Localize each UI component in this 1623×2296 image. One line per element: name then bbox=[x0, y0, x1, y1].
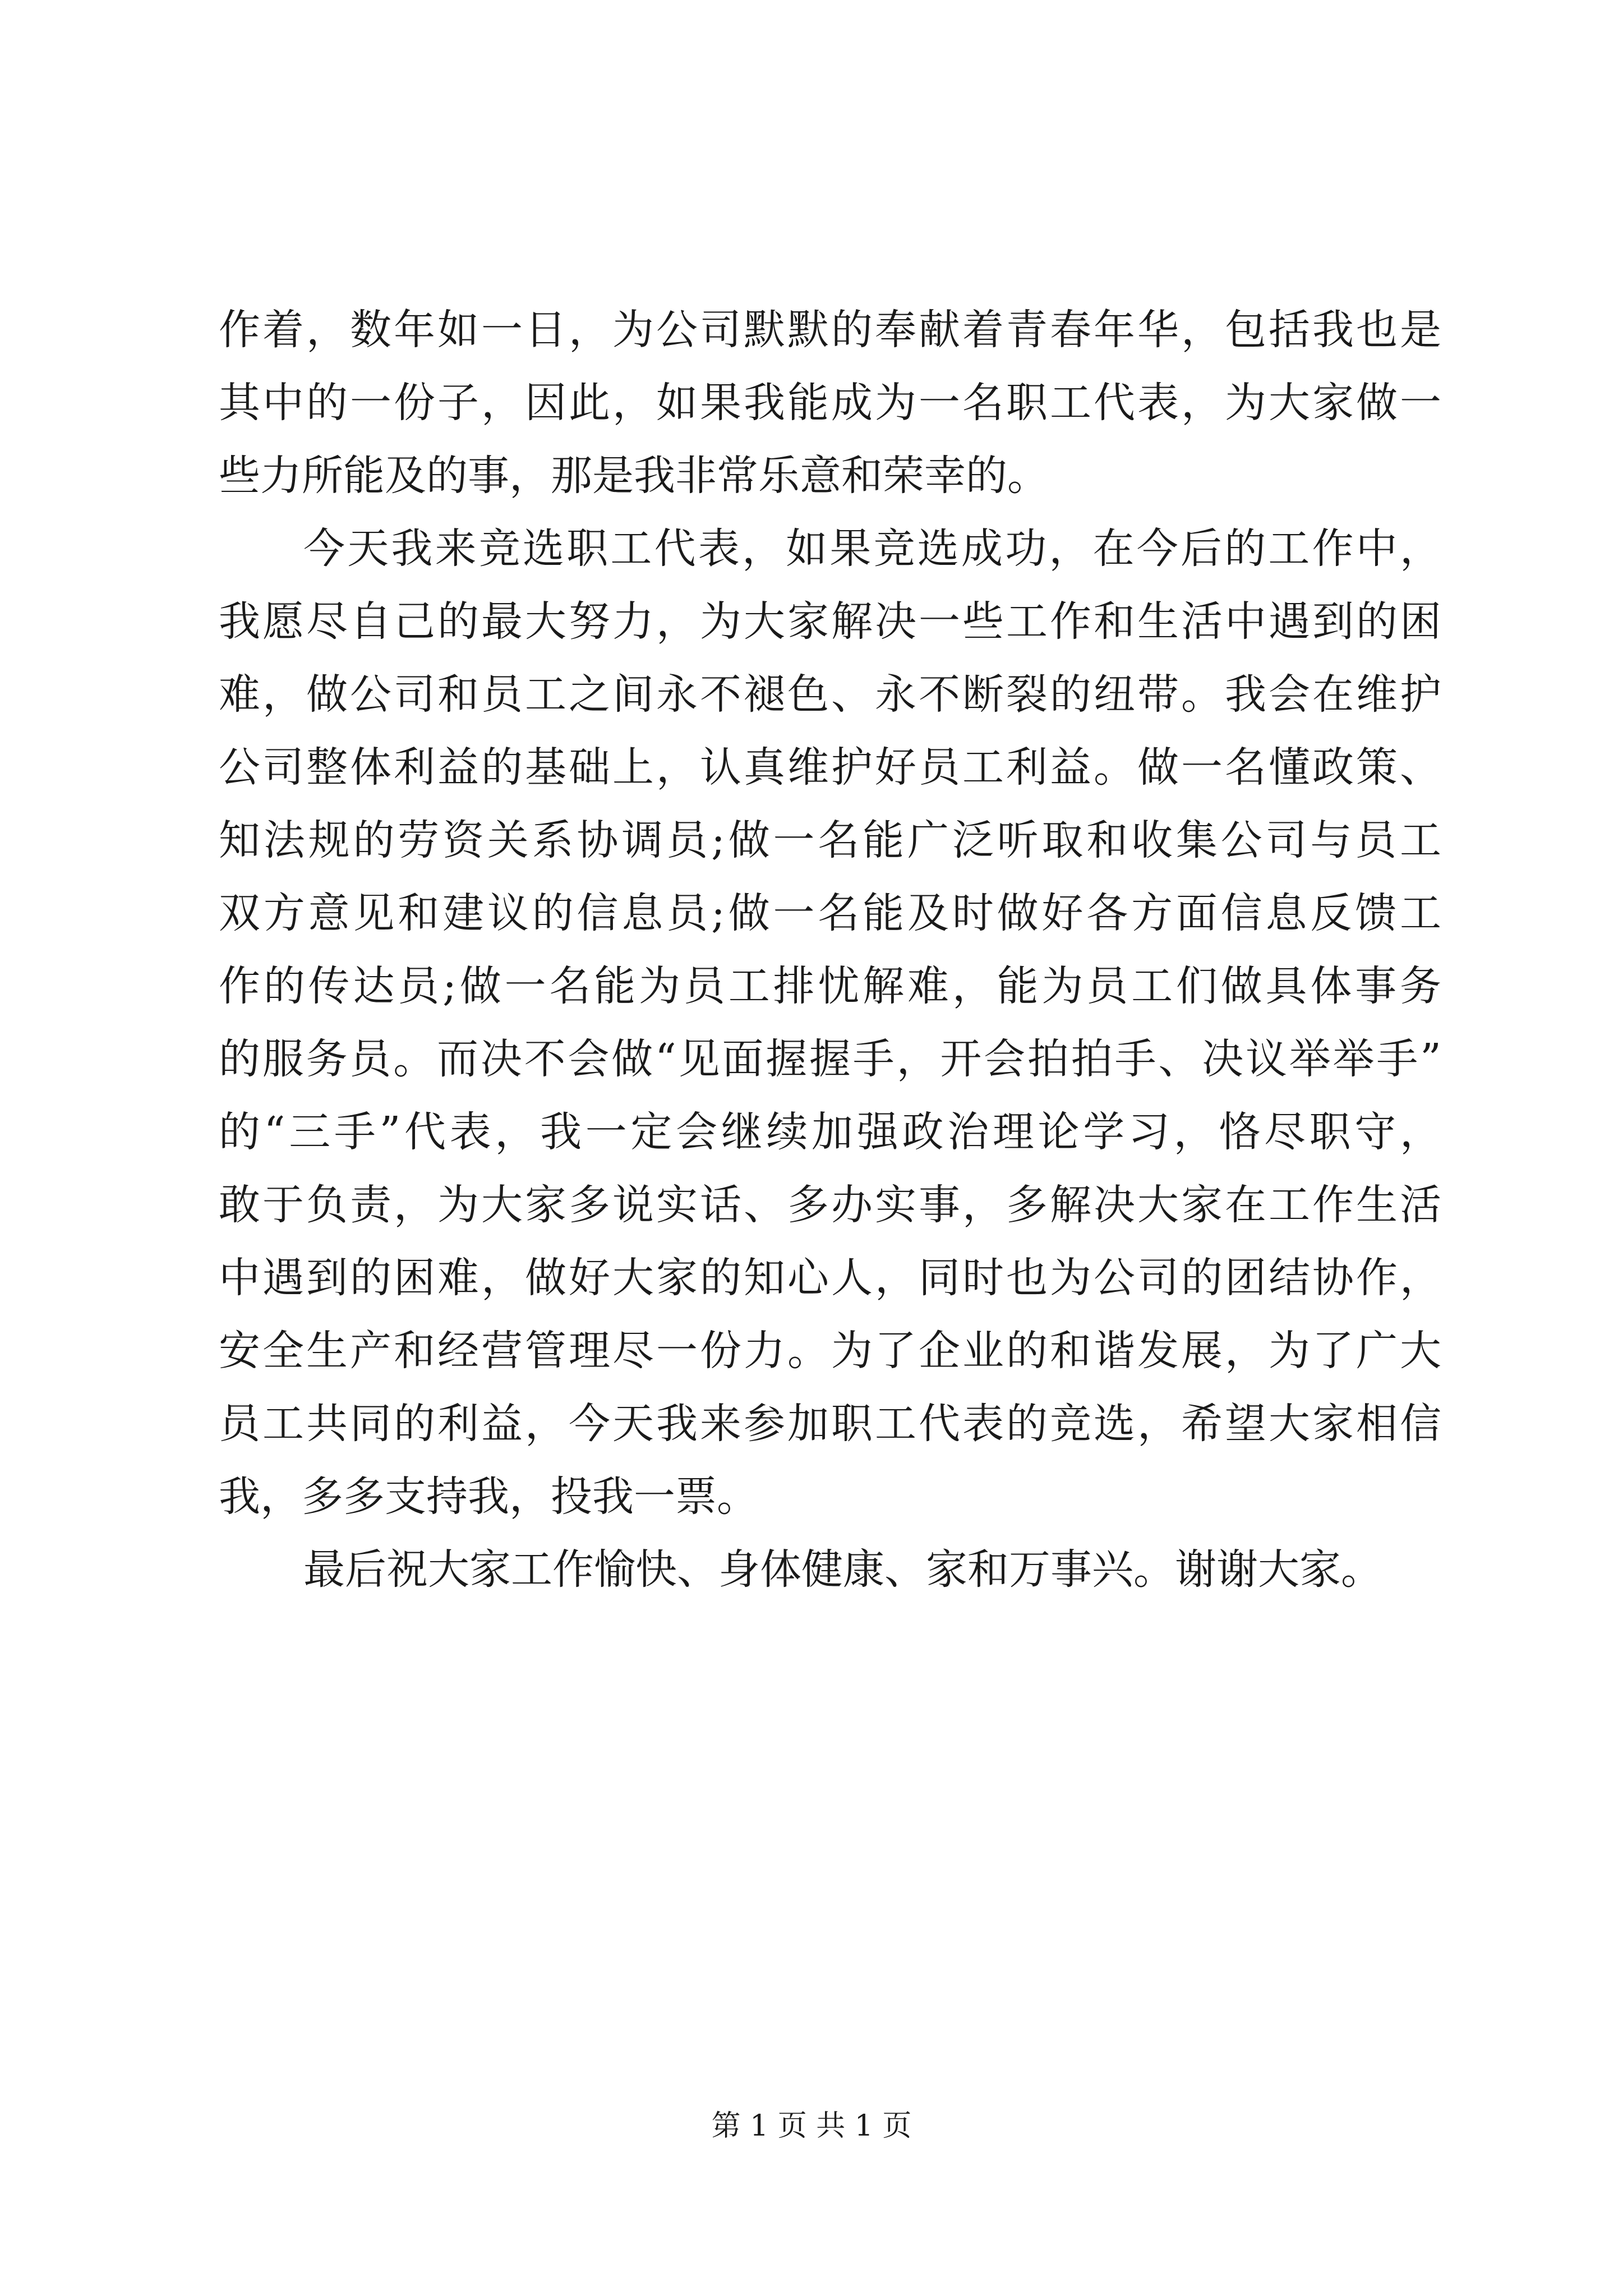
text-line: 作着，数年如一日，为公司默默的奉献着青春年华，包括我也是 bbox=[219, 306, 1441, 354]
text-line: 双方意见和建议的信息员;做一名能及时做好各方面信息反馈工 bbox=[219, 889, 1441, 937]
text-line: 知法规的劳资关系协调员;做一名能广泛听取和收集公司与员工 bbox=[219, 816, 1441, 864]
text-line: 难，做公司和员工之间永不褪色、永不断裂的纽带。我会在维护 bbox=[219, 670, 1441, 719]
text-line: 敢于负责，为大家多说实话、多办实事，多解决大家在工作生活 bbox=[219, 1181, 1441, 1229]
text-line: 员工共同的利益，今天我来参加职工代表的竞选，希望大家相信 bbox=[219, 1400, 1441, 1448]
text-line: 安全生产和经营管理尽一份力。为了企业的和谐发展，为了广大 bbox=[219, 1327, 1441, 1375]
text-line: 我愿尽自己的最大努力，为大家解决一些工作和生活中遇到的困 bbox=[219, 597, 1441, 646]
text-line: 的“三手”代表，我一定会继续加强政治理论学习，恪尽职守， bbox=[219, 1108, 1441, 1156]
text-line: 最后祝大家工作愉快、身体健康、家和万事兴。谢谢大家。 bbox=[303, 1545, 1382, 1594]
text-line: 作的传达员;做一名能为员工排忧解难，能为员工们做具体事务 bbox=[219, 962, 1441, 1010]
text-line: 其中的一份子，因此，如果我能成为一名职工代表，为大家做一 bbox=[219, 379, 1441, 427]
text-line: 今天我来竞选职工代表，如果竞选成功，在今后的工作中， bbox=[303, 524, 1441, 573]
text-line: 我，多多支持我，投我一票。 bbox=[219, 1473, 758, 1521]
text-line: 的服务员。而决不会做“见面握握手，开会拍拍手、决议举举手” bbox=[219, 1035, 1441, 1083]
text-line: 中遇到的困难，做好大家的知心人，同时也为公司的团结协作， bbox=[219, 1254, 1441, 1302]
page-footer: 第 1 页 共 1 页 bbox=[711, 2109, 912, 2143]
text-line: 些力所能及的事，那是我非常乐意和荣幸的。 bbox=[219, 452, 1049, 500]
text-line: 公司整体利益的基础上，认真维护好员工利益。做一名懂政策、 bbox=[219, 743, 1441, 792]
